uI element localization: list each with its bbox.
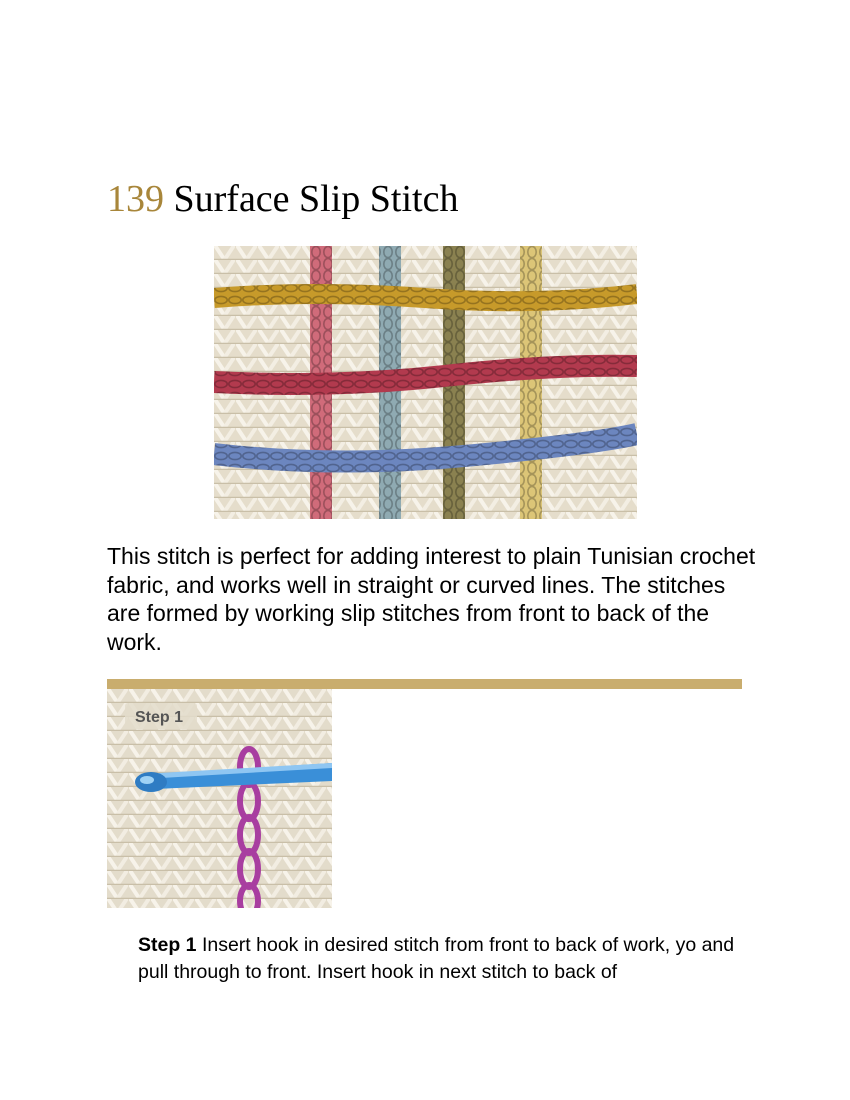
stitch-number: 139 [107,178,164,220]
stitch-name: Surface Slip Stitch [173,178,459,220]
step-1-text: Insert hook in desired stitch from front to back of work, yo and pull through to front. Insert hook in next stitch to back of [138,934,735,983]
page-title [107,176,458,222]
step-1-photo-label: Step 1 [135,709,184,726]
step-1-photo [107,689,332,908]
surface-slip-stitch-photo [214,246,637,519]
step-1-heading: Step 1 [138,934,197,956]
section-divider [107,679,742,689]
intro-paragraph: This stitch is perfect for adding interest to plain Tunisian crochet fabric, and works well in straight or curved lines. The stitches are formed by working slip stitches from front to back of the work. [107,543,756,655]
step-1-instructions [138,932,758,986]
